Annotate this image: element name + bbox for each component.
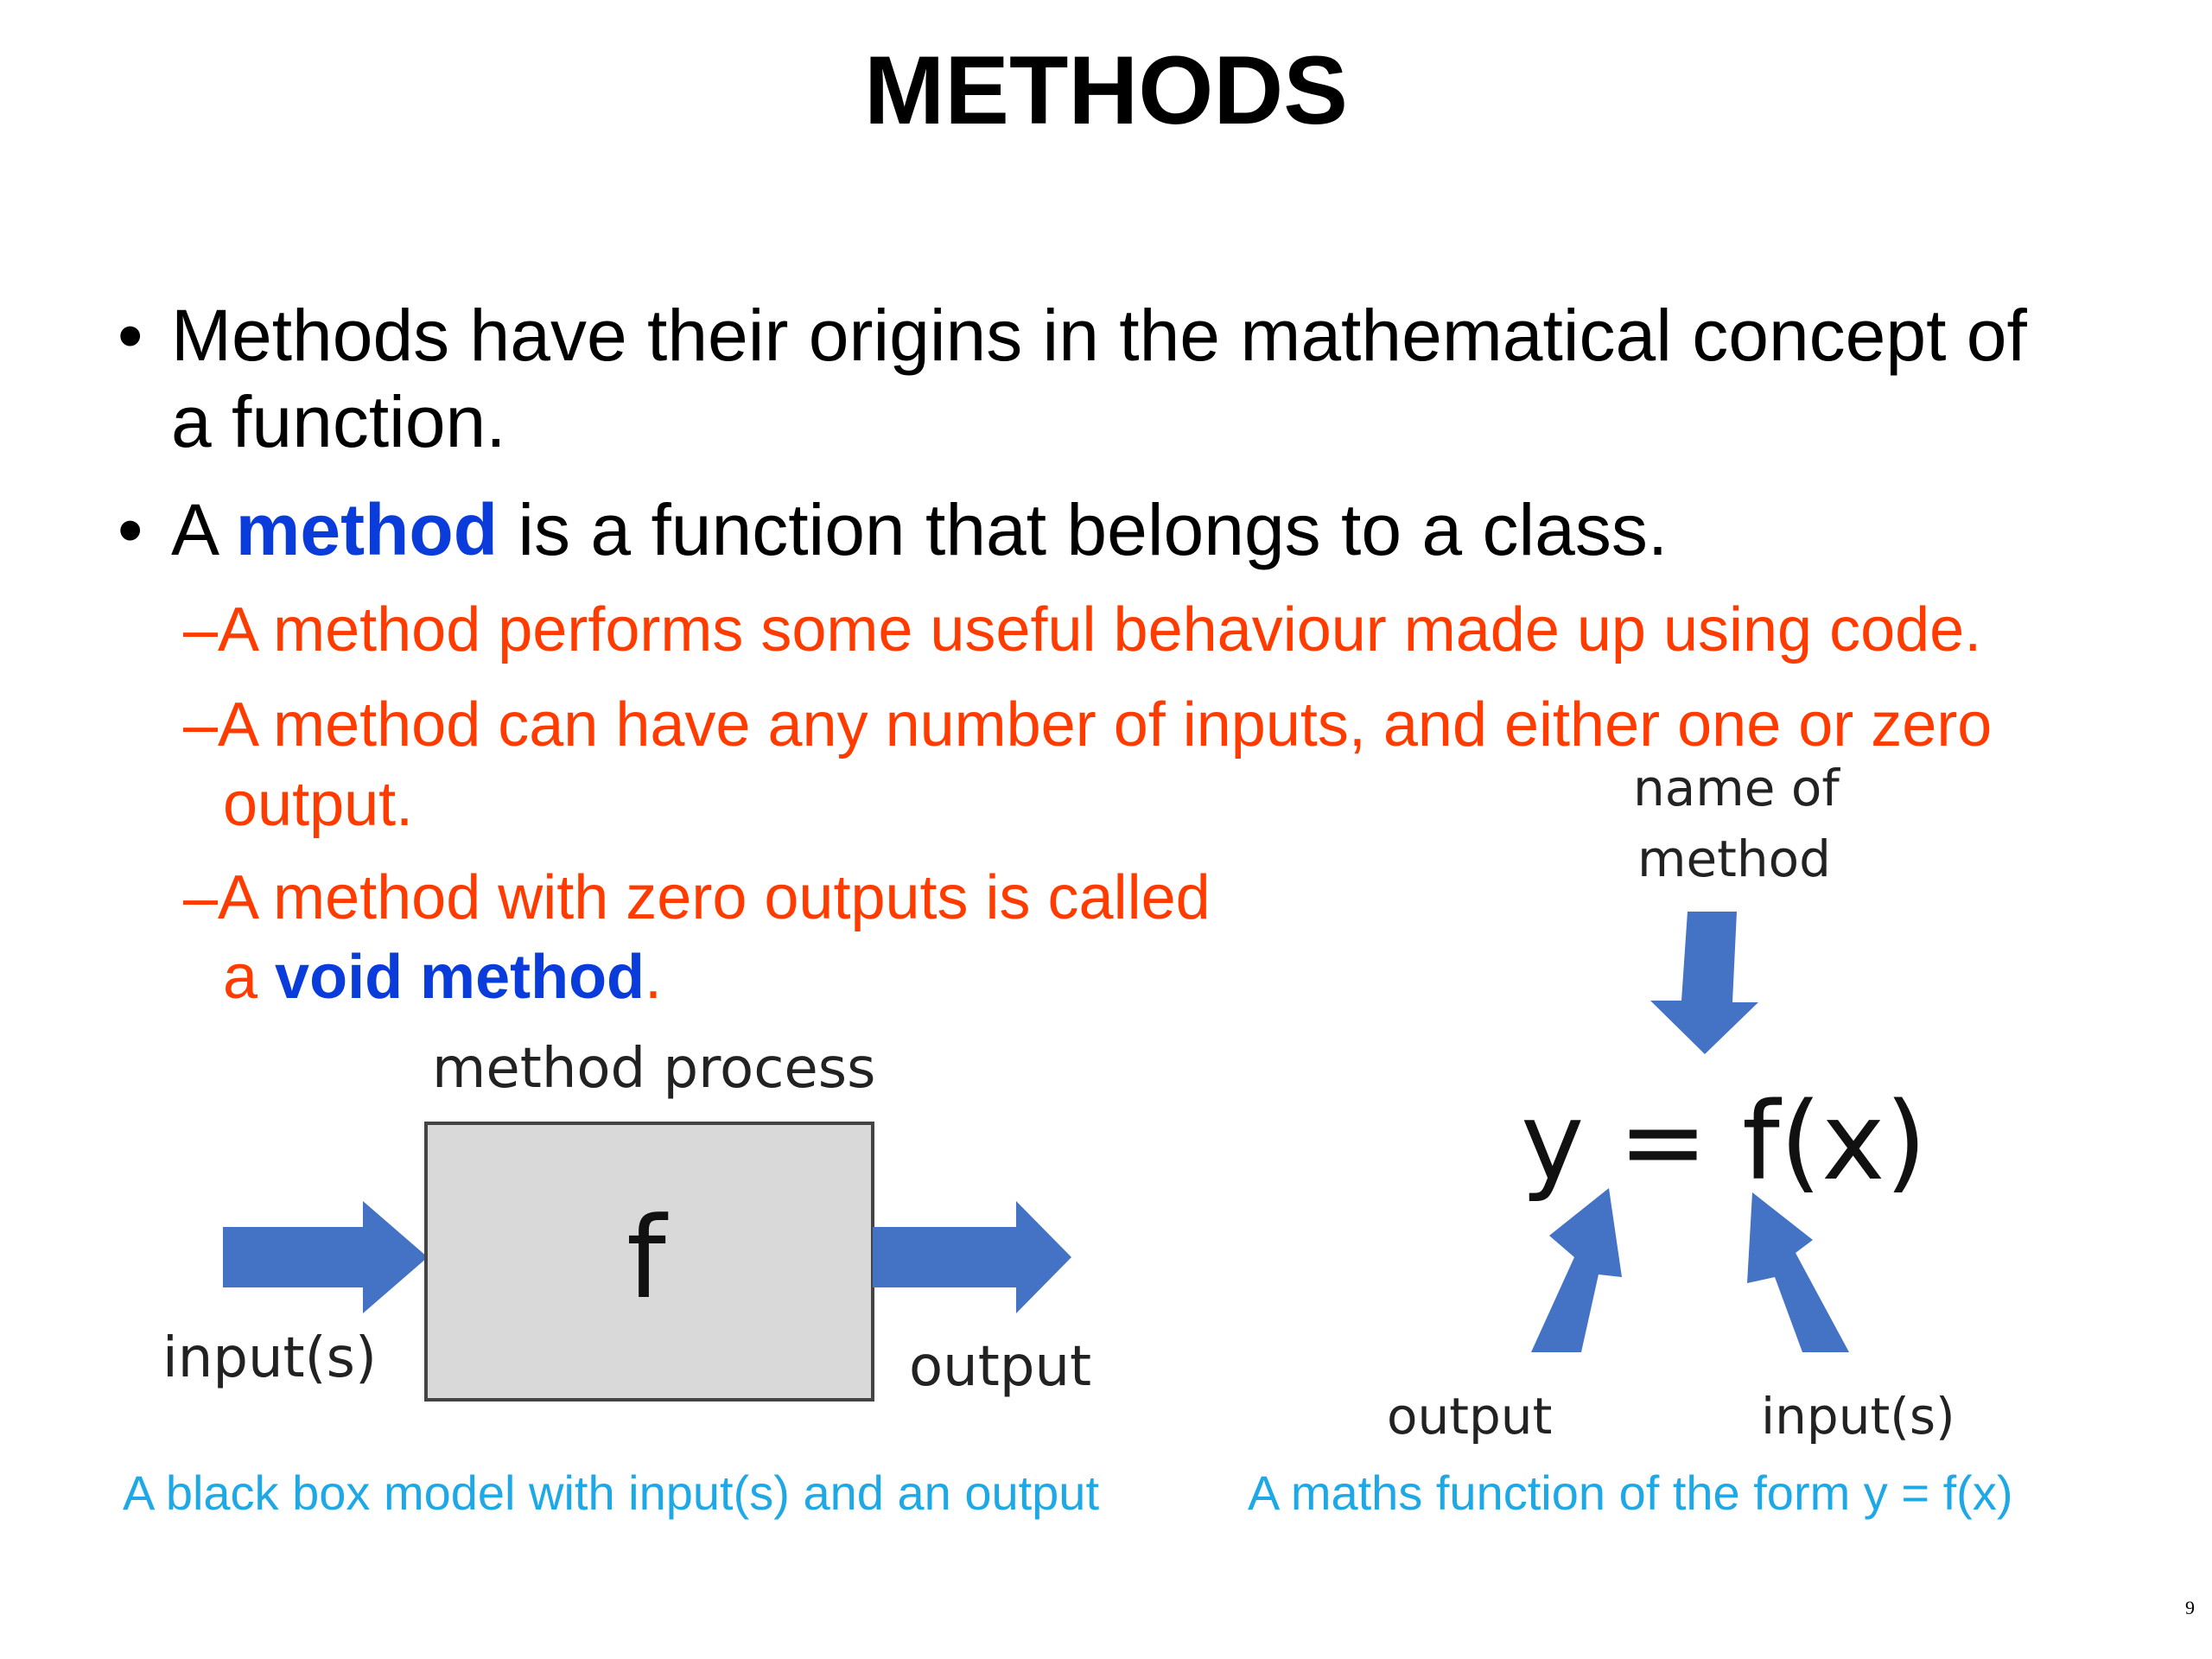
method-keyword: method xyxy=(235,489,499,570)
bullet-marker: • xyxy=(118,295,143,376)
input-arrow xyxy=(223,1201,428,1313)
black-box-input-label: input(s) xyxy=(162,1326,377,1390)
void-method-keyword: void method xyxy=(275,943,645,1012)
math-output-label: output xyxy=(1387,1387,1553,1446)
sub3-post: . xyxy=(645,943,663,1012)
output-arrow xyxy=(873,1201,1071,1313)
bullet1-line2: a function. xyxy=(171,381,506,462)
black-box-caption: A black box model with input(s) and an output xyxy=(123,1465,1100,1520)
name-arrow xyxy=(1650,912,1758,1054)
math-input-label: input(s) xyxy=(1761,1387,1955,1446)
sub-bullet-3-line1: –A method with zero outputs is called xyxy=(183,863,1211,932)
sub-bullet-2-line2: output. xyxy=(223,770,414,839)
output-arrow xyxy=(1531,1188,1622,1352)
black-box-output-label: output xyxy=(909,1335,1092,1399)
sub3-pre: a xyxy=(223,943,276,1012)
bullet2-pre: A xyxy=(171,489,236,570)
sub-bullet-3-line2 xyxy=(223,938,662,1017)
equation: y = f(x) xyxy=(1521,1080,1927,1205)
bullet-marker: • xyxy=(118,489,143,570)
bullet2-post: is a function that belongs to a class. xyxy=(498,489,1669,570)
input-arrow xyxy=(1747,1192,1849,1352)
sub-bullet-1: –A method performs some useful behaviour made up using code. xyxy=(183,595,1982,664)
method-process-label: method process xyxy=(432,1037,876,1101)
slide-title: METHODS xyxy=(864,36,1348,144)
bullet1-line1: Methods have their origins in the mathematical concept of xyxy=(171,295,2027,376)
bullet2-text xyxy=(171,486,1668,573)
box-letter-f: f xyxy=(626,1192,666,1324)
math-function-caption: A maths function of the form y = f(x) xyxy=(1248,1465,2013,1520)
page-number: 9 xyxy=(2185,1597,2195,1618)
sub-bullet-2-line1: –A method can have any number of inputs, and either one or zero xyxy=(183,690,1993,760)
method-label: method xyxy=(1637,830,1831,888)
name-of-label: name of xyxy=(1633,759,1840,817)
